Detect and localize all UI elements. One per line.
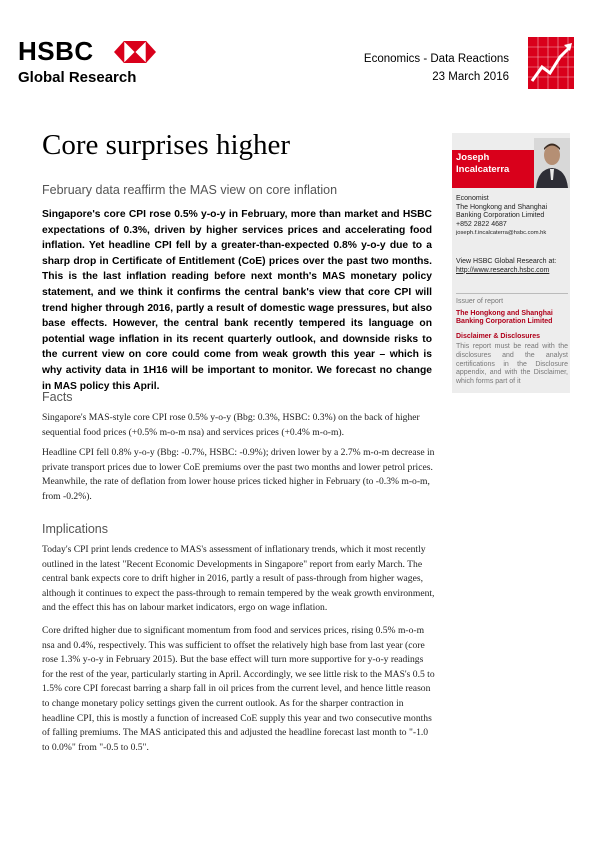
disclaimer-heading: Disclaimer & Disclosures <box>456 332 541 340</box>
analyst-last-name: Incalcaterra <box>456 164 510 175</box>
implications-paragraph-1: Today's CPI print lends credence to MAS's assessment of inflationary trends, which it most recently outlined in the latest "Recent Economic Developments in Singapore" report from early March. The central bank expects core to drift higher in 2016, partly a result of pass-through from higher wages, although it continues to expect the pass-through to remain tempered by the weak growth environment, and the effect this has on labour market indicators, ergo on wage inflation. <box>42 544 435 614</box>
chart-trend-icon <box>528 37 574 89</box>
disclaimer-text: This report must be read with the disclosures and the analyst certifications in the Disclosure appendix, and with the Disclaimer, which forms part of it <box>456 343 568 385</box>
analyst-phone: +852 2822 4687 <box>456 220 507 228</box>
analyst-role: Economist <box>456 195 489 202</box>
issuer-label: Issuer of report <box>456 298 504 305</box>
analyst-name-banner <box>452 150 534 188</box>
page-title: Core surprises higher <box>42 129 291 161</box>
analyst-photo <box>534 138 570 188</box>
facts-heading: Facts <box>42 390 73 404</box>
facts-paragraph-1: Singapore's MAS-style core CPI rose 0.5% y-o-y (Bbg: 0.3%, HSBC: 0.3%) on the back of higher sequential food prices (+0.5% m-o-m nsa) and services prices (+0.4% m-o-m). <box>42 412 420 438</box>
implications-paragraph-2: Core drifted higher due to significant momentum from food and services prices, rising 0.5% m-o-m nsa and 0.4%, respectively. This was sufficient to offset the relatively high base from last year (core rose 1.3% y-o-y in February 2015). But the base effect will turn more supportive for y-o-y readings for the rest of the year, particularly starting in April. Accordingly, we see little risk to the MAS's 0.5 to 1.5% core CPI forecast barring a sharp fall in oil prices from the current level, and hence little reason to change monetary policy settings given the current outlook. As for the sharper contraction in headline CPI, this is mostly a function of increased CoE supply this year and two consecutive months of falling premiums. The MAS anticipated this and adjusted the headline forecast last month to "-1.0 to 0.0%" from "-0.5 to 0.5". <box>42 625 435 753</box>
issuer-block <box>456 298 568 386</box>
research-link-block <box>456 258 568 275</box>
analyst-email[interactable]: joseph.f.incalcaterra@hsbc.com.hk <box>456 230 547 237</box>
hexagon-logo-icon <box>114 41 156 63</box>
facts-paragraph-2: Headline CPI fell 0.8% y-o-y (Bbg: -0.7%, HSBC: -0.9%); driven lower by a 2.7% m-o-m decrease in private transport prices due to lower CoE premiums over the past two months and lower petrol prices. Meanwhile, the rate of deflation from lower house prices ticked higher in February (to -0.3% m-o-m, from -0.2%). <box>42 447 435 502</box>
report-date: 23 March 2016 <box>432 71 509 83</box>
logo-subtitle: Global Research <box>18 69 137 86</box>
implications-heading: Implications <box>42 522 108 536</box>
report-type: Economics - Data Reactions <box>363 53 509 65</box>
summary-paragraph: Singapore's core CPI rose 0.5% y-o-y in February, more than market and HSBC expectations of 0.3%, driven by higher services prices and accelerating food inflation. Yet headline CPI fell by a greater-than-expected 0.8% y-o-y due to a sharp drop in Certificate of Entitlement (CoE) prices over the past two months. This is the last inflation reading before next month's MAS monetary policy statement, and we think it confirms the central bank's view that core CPI will trend higher through 2016, partly a result of domestic wage pressures, but also base effects. However, the central bank recently tempered its language on potential wage inflation in its recent quarterly outlook, and downside risks to the current view on core could come from weak growth this year – which is why activity data in 1H16 will be important to monitor. We forecast no change in MAS policy this April. <box>42 209 432 392</box>
issuer-name: The Hongkong and Shanghai Banking Corporation Limited <box>456 309 553 326</box>
analyst-first-name: Joseph <box>456 152 490 163</box>
analyst-company: The Hongkong and Shanghai Banking Corporation Limited <box>456 203 548 220</box>
logo-wordmark: HSBC <box>18 36 94 66</box>
report-header <box>364 50 509 86</box>
page-subtitle: February data reaffirm the MAS view on core inflation <box>42 183 338 197</box>
hsbc-logo <box>18 37 158 89</box>
research-url-link[interactable]: http://www.research.hsbc.com <box>456 266 550 274</box>
research-label: View HSBC Global Research at: <box>456 258 557 265</box>
analyst-contact <box>456 195 568 238</box>
sidebar-divider <box>456 293 568 294</box>
